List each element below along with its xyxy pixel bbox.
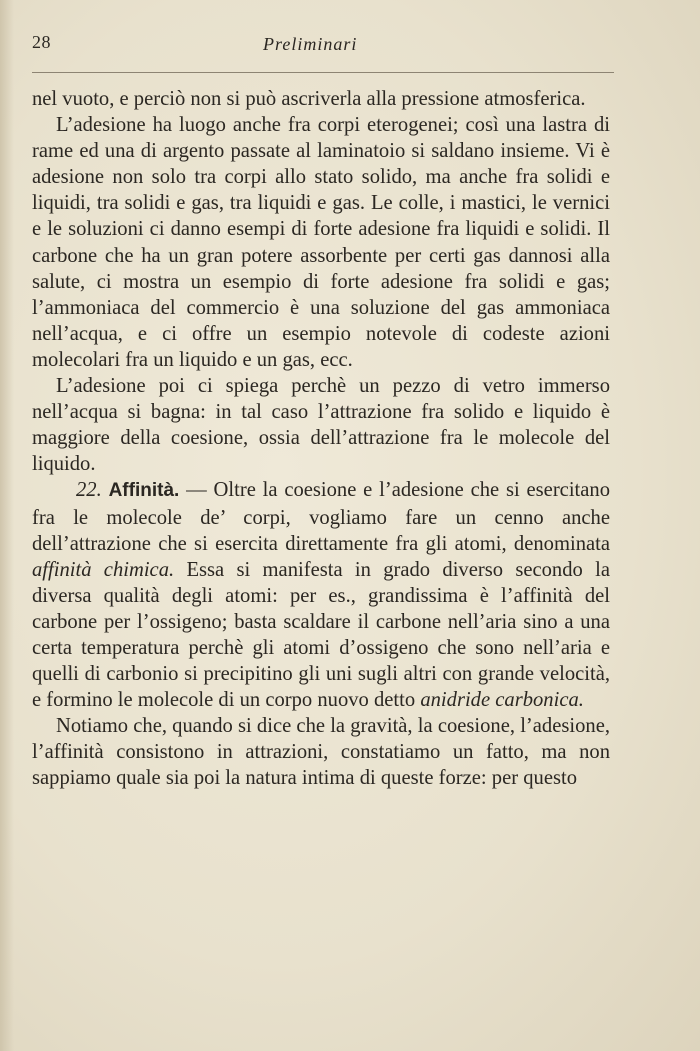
section-text-b: Essa si manifesta in grado diverso secondo la diversa qualità degli atomi: per es., grandissima è l’affinità del carbone per l’ossigeno; basta scaldare il carbone nell’aria sino a una certa temperatura perchè gli atomi d’ossigeno che sono nell’aria e quelli di carbonio si precipitino gli uni sugli altri con grande velocità, e formino le molecole di un corpo nuovo detto — [32, 558, 610, 712]
running-title: Preliminari — [263, 34, 358, 54]
page-number: 28 — [32, 32, 51, 52]
paragraph-2: L’adesione ha luogo anche fra corpi eterogenei; così una lastra di rame ed una di argento passate al laminatoio si saldano insieme. Vi è adesione non solo tra corpi allo stato solido, ma anche fra solidi e liquidi, tra solidi e gas, tra liquidi e gas. Le colle, i mastici, le vernici e le soluzioni ci danno esempi di forte adesione fra liquidi e solidi. Il carbone che ha un gran potere assorbente per certi gas dannosi alla salute, ci mostra un esempio di forte adesione fra solidi e gas; l’ammoniaca del commercio è una soluzione del gas ammoniaca nell’acqua, e ci offre un esempio notevole di codeste azioni molecolari fra un liquido e un gas, ecc. — [32, 114, 610, 371]
term-anidride-carbonica: anidride carbonica. — [420, 689, 584, 712]
page-edge-shadow — [0, 0, 14, 1051]
section-title: Affinità. — [108, 480, 180, 502]
header-rule — [32, 72, 614, 73]
section-text-a: — Oltre la coesione e l’adesione che si esercitano fra le molecole de’ corpi, vogliamo fare un cenno anche dell’attrazione che si esercita direttamente fra gli atomi, denominata — [32, 479, 610, 555]
paragraph-1: nel vuoto, e perciò non si può ascriverla alla pressione atmosferica. — [32, 88, 586, 110]
term-affinita-chimica: affinità chimica. — [32, 558, 175, 581]
paragraph-section-22 — [32, 477, 610, 713]
body-text — [32, 86, 610, 792]
paragraph-5: Notiamo che, quando si dice che la gravità, la coesione, l’adesione, l’affinità consistono in attrazioni, constatiamo un fatto, ma non sappiamo quale sia poi la natura intima di queste forze: per questo — [32, 715, 610, 790]
page-header — [32, 32, 614, 58]
paragraph-3: L’adesione poi ci spiega perchè un pezzo di vetro immerso nell’acqua si bagna: in tal caso l’attrazione fra solido e liquido è maggiore della coesione, ossia dell’attrazione fra le molecole del liquido. — [32, 375, 610, 476]
section-number: 22. — [76, 479, 102, 502]
